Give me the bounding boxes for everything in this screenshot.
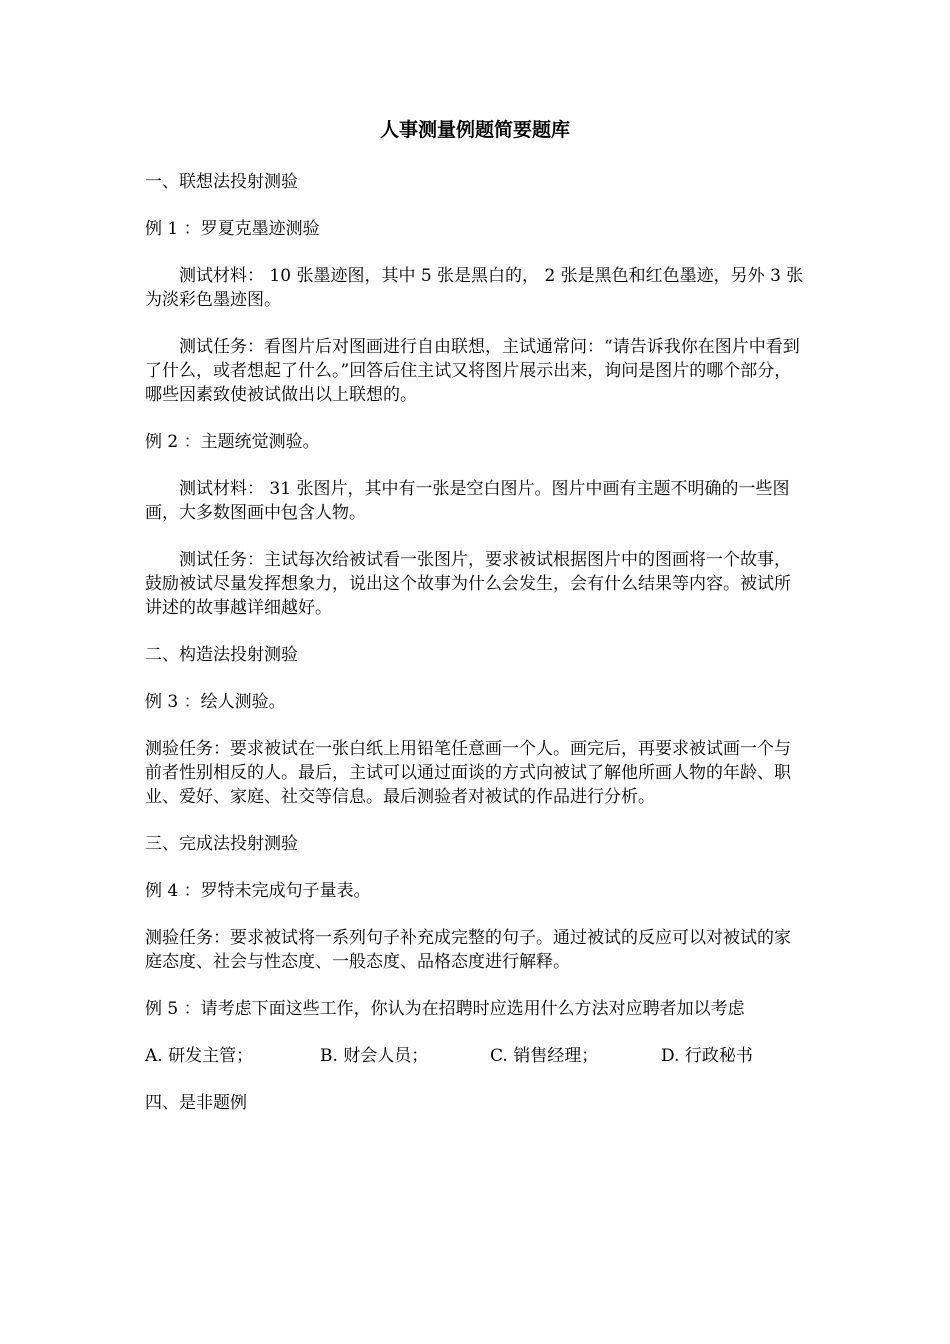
document-page bbox=[145, 118, 805, 1138]
example-4-label: 例 4 ：罗特未完成句子量表。 bbox=[145, 881, 371, 901]
option-d: D. 行政秘书 bbox=[661, 1046, 753, 1066]
example-4-task: 测验任务：要求被试将一系列句子补充成完整的句子。通过被试的反应可以对被试的家庭态度、社会与性态度、一般态度、品格态度进行解释。 bbox=[145, 928, 791, 972]
example-5-label: 例 5 ：请考虑下面这些工作，你认为在招聘时应选用什么方法对应聘者加以考虑 bbox=[145, 999, 745, 1019]
section-heading-3: 三、完成法投射测验 bbox=[145, 834, 298, 854]
example-2-task: 测试任务：主试每次给被试看一张图片，要求被试根据图片中的图画将一个故事，鼓励被试尽量发挥想象力，说出这个故事为什么会发生，会有什么结果等内容。被试所讲述的故事越详细越好。 bbox=[145, 550, 791, 618]
example-5-options bbox=[145, 1044, 805, 1068]
option-a: A. 研发主管； bbox=[145, 1046, 254, 1066]
document-title: 人事测量例题简要题库 bbox=[379, 119, 570, 141]
option-b: B. 财会人员； bbox=[320, 1046, 429, 1066]
example-2-label: 例 2 ：主题统觉测验。 bbox=[145, 432, 320, 452]
example-1-task: 测试任务：看图片后对图画进行自由联想，主试通常问：“请告诉我你在图片中看到了什么，或者想起了什么。”回答后住主试又将图片展示出来，询问是图片的哪个部分，哪些因素致使被试做出以上联想的。 bbox=[145, 337, 800, 405]
section-heading-1: 一、联想法投射测验 bbox=[145, 172, 298, 192]
section-heading-4: 四、是非题例 bbox=[145, 1093, 247, 1113]
section-heading-2: 二、构造法投射测验 bbox=[145, 645, 298, 665]
example-1-label: 例 1 ：罗夏克墨迹测验 bbox=[145, 219, 320, 239]
example-2-material: 测试材料： 31 张图片，其中有一张是空白图片。图片中画有主题不明确的一些图画，大多数图画中包含人物。 bbox=[145, 479, 790, 523]
example-3-task: 测验任务：要求被试在一张白纸上用铅笔任意画一个人。画完后，再要求被试画一个与前者性别相反的人。最后，主试可以通过面谈的方式向被试了解他所画人物的年龄、职业、爱好、家庭、社交等信息。最后测验者对被试的作品进行分析。 bbox=[145, 739, 791, 807]
example-1-material: 测试材料： 10 张墨迹图，其中 5 张是黑白的， 2 张是黑色和红色墨迹，另外 3 张为淡彩色墨迹图。 bbox=[145, 266, 804, 310]
example-3-label: 例 3 ：绘人测验。 bbox=[145, 692, 286, 712]
option-c: C. 销售经理； bbox=[490, 1046, 599, 1066]
